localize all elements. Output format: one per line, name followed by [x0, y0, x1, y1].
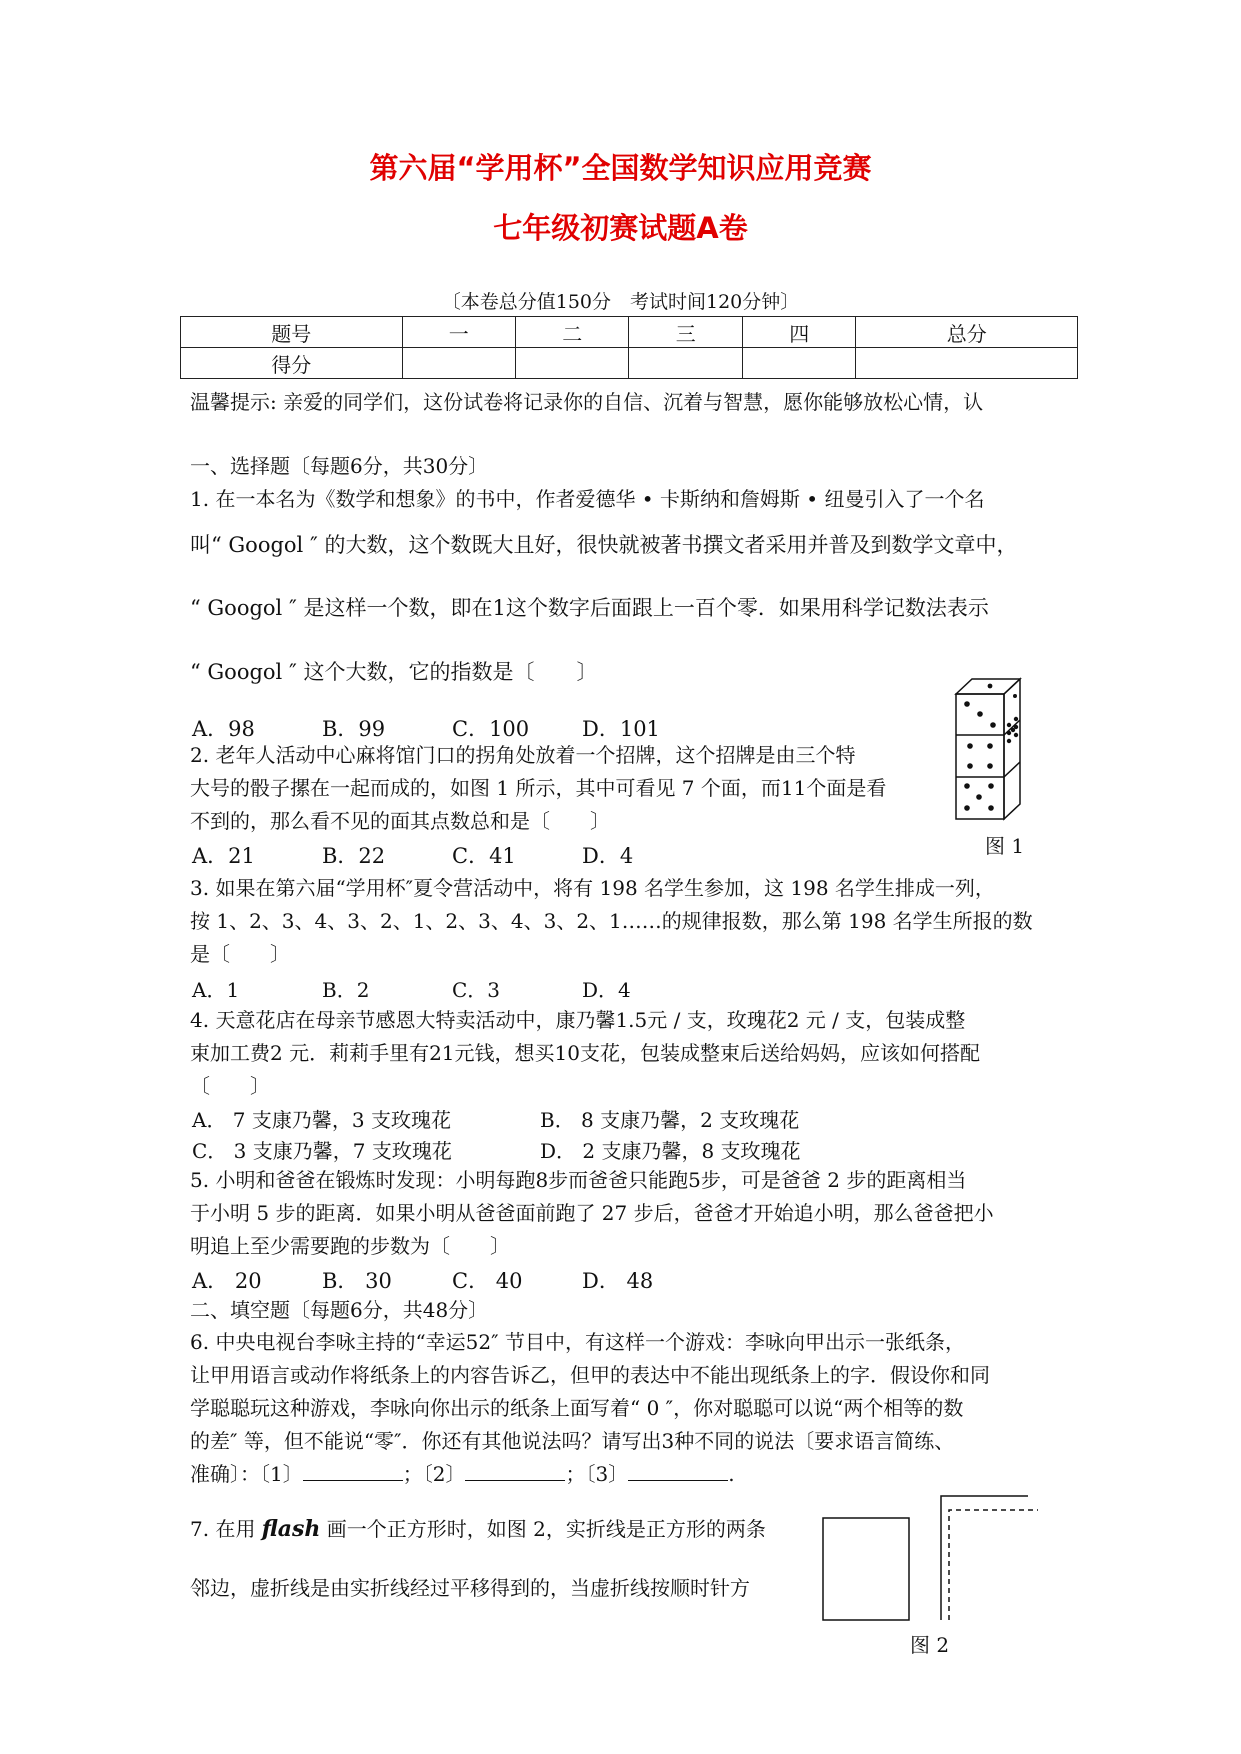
question-line: 邻边，虚折线是由实折线经过平移得到的，当虚折线按顺时针方 [190, 1576, 750, 1600]
question-line: 1. 在一本名为《数学和想象》的书中，作者爱德华 • 卡斯纳和詹姆斯 • 纽曼引入了一个名 [190, 487, 985, 511]
answer-line [190, 1461, 735, 1487]
score-table-score-row [181, 348, 1078, 379]
section-heading: 二、填空题〔每题6分，共48分〕 [190, 1298, 489, 1322]
question-line: 2. 老年人活动中心麻将馆门口的拐角处放着一个招牌，这个招牌是由三个特 [190, 743, 856, 767]
option-c[interactable]: C．3 [452, 978, 501, 1002]
question-line: 明追上至少需要跑的步数为〔 〕 [190, 1234, 510, 1258]
answer-label: ；〔3〕 [565, 1462, 629, 1486]
option-d[interactable]: D． 2 支康乃馨，8 支玫瑰花 [540, 1139, 801, 1163]
option-b[interactable]: B．2 [322, 978, 370, 1002]
question-line: 于小明 5 步的距离．如果小明从爸爸面前跑了 27 步后，爸爸才开始追小明，那么爸爸把小 [190, 1201, 994, 1225]
score-table-cell: 一 [402, 317, 515, 348]
option-b[interactable]: B． 8 支康乃馨，2 支玫瑰花 [540, 1108, 800, 1132]
paper-subtitle: 七年级初赛试题A卷 [493, 211, 748, 245]
answer-label: 准确〕：〔1〕 [190, 1462, 303, 1486]
exam-info: 〔本卷总分值150分 考试时间120分钟〕 [441, 291, 800, 313]
contest-title: 第六届“学用杯”全国数学知识应用竞赛 [369, 151, 872, 185]
question-line: 6. 中央电视台李咏主持的“幸运52″ 节目中，有这样一个游戏：李咏向甲出示一张纸条， [190, 1330, 965, 1354]
score-input-cell[interactable] [402, 348, 515, 379]
question-line: 束加工费2 元．莉莉手里有21元钱，想买10支花，包装成整束后送给妈妈，应该如何搭配 [190, 1041, 980, 1065]
question-line: 3. 如果在第六届“学用杯″夏令营活动中，将有 198 名学生参加，这 198 名学生排成一列， [190, 876, 995, 900]
option-c[interactable]: C． 40 [452, 1269, 523, 1293]
score-input-cell[interactable] [742, 348, 855, 379]
score-table-cell: 三 [629, 317, 742, 348]
question-line: 学聪聪玩这种游戏，李咏向你出示的纸条上面写着“ 0 ″，你对聪聪可以说“两个相等的数 [190, 1396, 964, 1420]
option-a[interactable]: A． 7 支康乃馨，3 支玫瑰花 [192, 1108, 451, 1132]
figure-1-caption: 图 1 [985, 834, 1025, 858]
option-a[interactable]: A．98 [192, 717, 255, 741]
question-line: 〔 〕 [190, 1074, 270, 1098]
question-text: 7. 在用 [190, 1517, 262, 1541]
option-d[interactable]: D．4 [582, 844, 634, 868]
option-d[interactable]: D． 48 [582, 1269, 654, 1293]
score-input-cell[interactable] [629, 348, 742, 379]
option-c[interactable]: C．41 [452, 844, 516, 868]
square-translation-figure [820, 1495, 1050, 1625]
option-a[interactable]: A． 20 [192, 1269, 262, 1293]
score-table-cell: 总分 [856, 317, 1078, 348]
option-a[interactable]: A．1 [192, 978, 240, 1002]
question-line: 是〔 〕 [190, 942, 290, 966]
section-heading: 一、选择题〔每题6分，共30分〕 [190, 454, 489, 478]
question-line: 5. 小明和爸爸在锻炼时发现：小明每跑8步而爸爸只能跑5步，可是爸爸 2 步的距离相当 [190, 1168, 967, 1192]
stacked-dice-figure [955, 678, 1045, 828]
answer-blank-3[interactable] [628, 1462, 728, 1481]
answer-blank-2[interactable] [465, 1462, 565, 1481]
score-table-cell: 二 [516, 317, 629, 348]
question-text: 画一个正方形时，如图 2，实折线是正方形的两条 [320, 1517, 766, 1541]
option-c[interactable]: C．100 [452, 717, 530, 741]
option-b[interactable]: B．99 [322, 717, 386, 741]
tip-text: 温馨提示: 亲爱的同学们，这份试卷将记录你的自信、沉着与智慧，愿你能够放松心情，认 [190, 390, 984, 414]
score-table-cell: 题号 [181, 317, 403, 348]
question-line: 4. 天意花店在母亲节感恩大特卖活动中，康乃馨1.5元 / 支，玫瑰花2 元 / 支，包装成整 [190, 1008, 966, 1032]
question-line: 大号的骰子摞在一起而成的，如图 1 所示，其中可看见 7 个面，而11个面是看 [190, 776, 887, 800]
option-c[interactable]: C． 3 支康乃馨，7 支玫瑰花 [192, 1139, 452, 1163]
answer-period: . [728, 1462, 735, 1486]
score-input-cell[interactable] [856, 348, 1078, 379]
score-table-cell: 四 [742, 317, 855, 348]
question-line: 叫“ Googol ″ 的大数，这个数既大且好，很快就被著书撰文者采用并普及到数学文章中， [190, 533, 1018, 557]
question-line [190, 1516, 766, 1542]
answer-label: ；〔2〕 [402, 1462, 466, 1486]
question-line: “ Googol ″ 这个大数，它的指数是〔 〕 [190, 660, 598, 684]
answer-blank-1[interactable] [303, 1462, 403, 1481]
question-line: 让甲用语言或动作将纸条上的内容告诉乙，但甲的表达中不能出现纸条上的字．假设你和同 [190, 1363, 990, 1387]
question-line: 不到的，那么看不见的面其点数总和是〔 〕 [190, 809, 610, 833]
option-d[interactable]: D．4 [582, 978, 631, 1002]
option-b[interactable]: B． 30 [322, 1269, 392, 1293]
question-line: 的差″ 等，但不能说“零″．你还有其他说法吗？请写出3种不同的说法〔要求语言简练、 [190, 1429, 955, 1453]
score-input-cell[interactable] [516, 348, 629, 379]
score-table-cell: 得分 [181, 348, 403, 379]
flash-term: flash [261, 1516, 321, 1542]
score-table-header-row [181, 317, 1078, 348]
question-line: “ Googol ″ 是这样一个数，即在1这个数字后面跟上一百个零．如果用科学记数法表示 [190, 596, 989, 620]
option-a[interactable]: A．21 [192, 844, 255, 868]
figure-2-caption: 图 2 [910, 1633, 950, 1657]
option-d[interactable]: D．101 [582, 717, 660, 741]
option-b[interactable]: B．22 [322, 844, 386, 868]
question-line: 按 1、2、3、4、3、2、1、2、3、4、3、2、1……的规律报数，那么第 198 名学生所报的数 [190, 909, 1033, 933]
score-table [180, 316, 1078, 379]
